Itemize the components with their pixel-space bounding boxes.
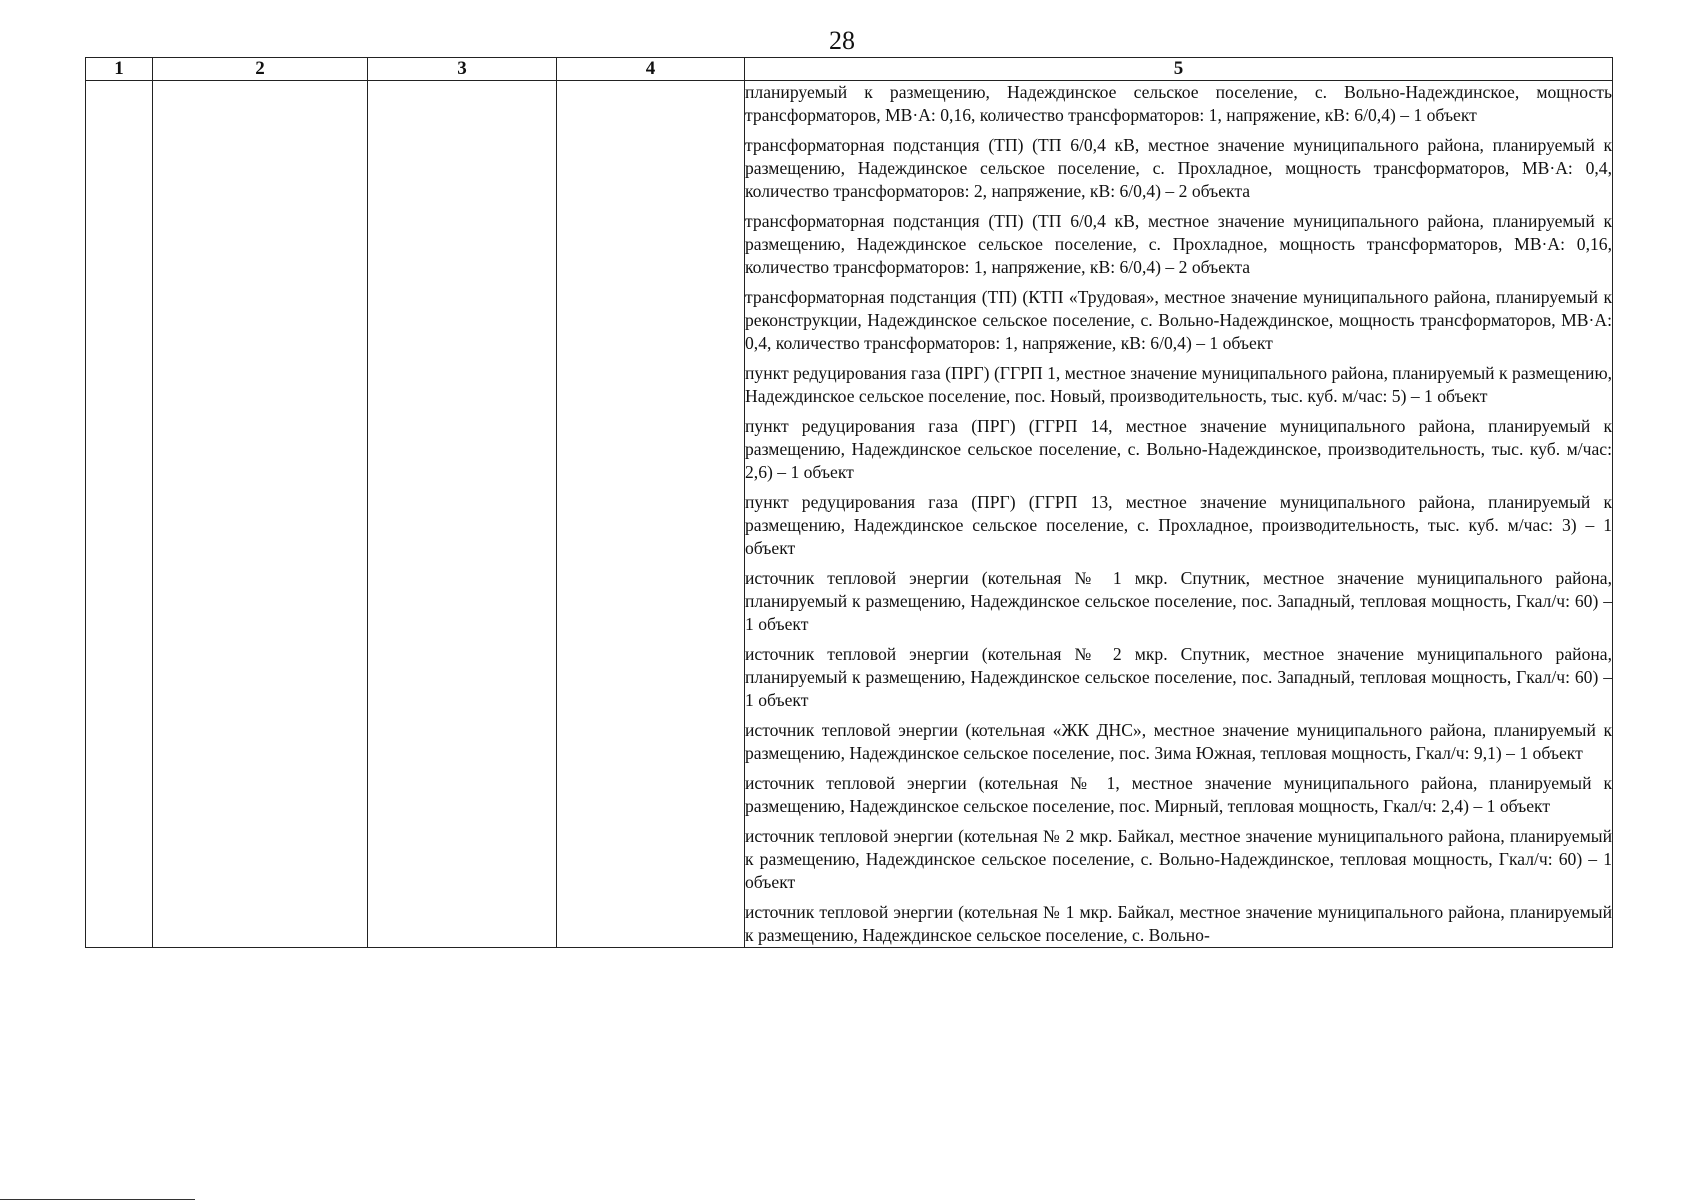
- object-entry: планируемый к размещению, Надеждинское сельское поселение, с. Вольно-Надеждинское, мощность трансформаторов, МВ·А: 0,16, количество трансформаторов: 1, напряжение, кВ: 6/0,4) – 1 объект: [745, 82, 1612, 125]
- column-header-1: 1: [86, 58, 153, 81]
- object-entry: трансформаторная подстанция (ТП) (ТП 6/0,4 кВ, местное значение муниципального района, планируемый к размещению, Надеждинское сельское поселение, с. Прохладное, мощность трансформаторов, МВ·А: 0,16, количество трансформаторов: 1, напряжение, кВ: 6/0,4) – 2 объекта: [745, 211, 1612, 277]
- object-entry: трансформаторная подстанция (ТП) (ТП 6/0,4 кВ, местное значение муниципального района, планируемый к размещению, Надеждинское сельское поселение, с. Прохладное, мощность трансформаторов, МВ·А: 0,4, количество трансформаторов: 2, напряжение, кВ: 6/0,4) – 2 объекта: [745, 135, 1612, 201]
- cell-column-3: [368, 81, 557, 948]
- object-entry: источник тепловой энергии (котельная «ЖК ДНС», местное значение муниципального района, планируемый к размещению, Надеждинское сельское поселение, пос. Зима Южная, тепловая мощность, Гкал/ч: 9,1) – 1 объект: [745, 720, 1612, 763]
- object-entry: источник тепловой энергии (котельная № 1 мкр. Байкал, местное значение муниципального района, планируемый к размещению, Надеждинское сельское поселение, с. Вольно-: [745, 902, 1612, 945]
- cell-column-5: [745, 81, 1613, 948]
- column-header-5: 5: [745, 58, 1613, 81]
- object-entry: трансформаторная подстанция (ТП) (КТП «Трудовая», местное значение муниципального района, планируемый к реконструкции, Надеждинское сельское поселение, с. Вольно-Надеждинское, мощность трансформаторов, МВ·А: 0,4, количество трансформаторов: 1, напряжение, кВ: 6/0,4) – 1 объект: [745, 287, 1612, 353]
- object-entry: пункт редуцирования газа (ПРГ) (ГГРП 14, местное значение муниципального района, планируемый к размещению, Надеждинское сельское поселение, с. Вольно-Надеждинское, производительность, тыс. куб. м/час: 2,6) – 1 объект: [745, 416, 1612, 482]
- objects-table: [85, 57, 1613, 948]
- cell-column-4: [557, 81, 745, 948]
- object-entry: пункт редуцирования газа (ПРГ) (ГГРП 13, местное значение муниципального района, планируемый к размещению, Надеждинское сельское поселение, с. Прохладное, производительность, тыс. куб. м/час: 3) – 1 объект: [745, 492, 1612, 558]
- page-number: 28: [829, 26, 855, 55]
- column-header-4: 4: [557, 58, 745, 81]
- table-header-row: [86, 58, 1613, 81]
- object-entry: источник тепловой энергии (котельная № 1, местное значение муниципального района, планируемый к размещению, Надеждинское сельское поселение, пос. Мирный, тепловая мощность, Гкал/ч: 2,4) – 1 объект: [745, 773, 1612, 816]
- object-entry: пункт редуцирования газа (ПРГ) (ГГРП 1, местное значение муниципального района, планируемый к размещению, Надеждинское сельское поселение, пос. Новый, производительность, тыс. куб. м/час: 5) – 1 объект: [745, 363, 1612, 406]
- column-header-3: 3: [368, 58, 557, 81]
- object-entry: источник тепловой энергии (котельная № 2 мкр. Спутник, местное значение муниципального района, планируемый к размещению, Надеждинское сельское поселение, пос. Западный, тепловая мощность, Гкал/ч: 60) – 1 объект: [745, 644, 1612, 710]
- object-entry: источник тепловой энергии (котельная № 2 мкр. Байкал, местное значение муниципального района, планируемый к размещению, Надеждинское сельское поселение, с. Вольно-Надеждинское, тепловая мощность, Гкал/ч: 60) – 1 объект: [745, 826, 1612, 892]
- cell-column-1: [86, 81, 153, 948]
- object-entry: источник тепловой энергии (котельная № 1 мкр. Спутник, местное значение муниципального района, планируемый к размещению, Надеждинское сельское поселение, пос. Западный, тепловая мощность, Гкал/ч: 60) – 1 объект: [745, 568, 1612, 634]
- cell-column-2: [153, 81, 368, 948]
- table-row: [86, 81, 1613, 948]
- column-header-2: 2: [153, 58, 368, 81]
